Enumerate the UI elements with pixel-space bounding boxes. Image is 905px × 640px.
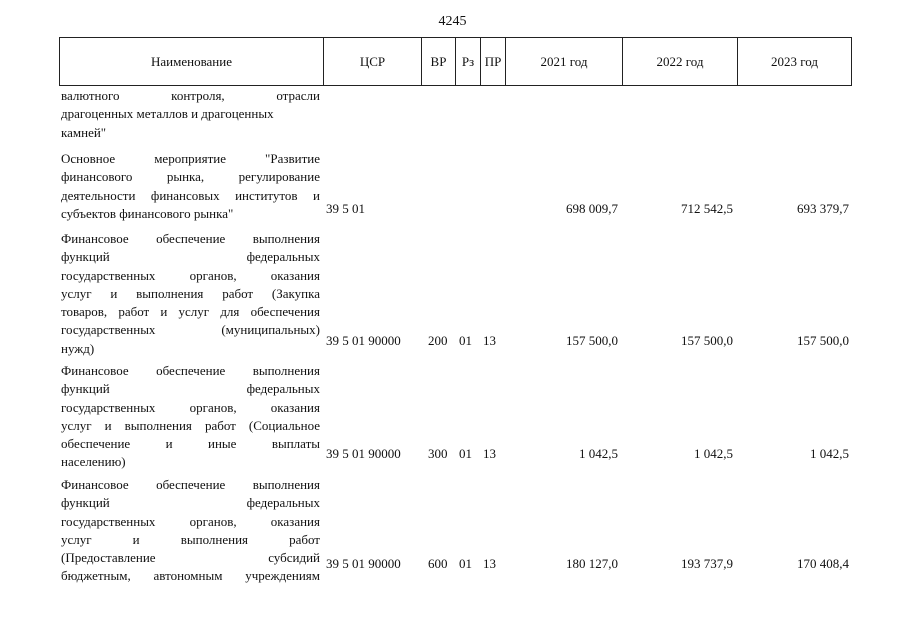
name-line: государственных органов, оказания: [61, 267, 320, 283]
rz-cell: 01: [459, 333, 472, 348]
value-2022: 1 042,5: [694, 446, 733, 461]
name-line: (Предоставление субсидий: [61, 550, 320, 566]
name-line: функций федеральных: [61, 249, 320, 265]
name-line: Финансовое обеспечение выполнения: [61, 231, 320, 246]
value-2023: 1 042,5: [810, 446, 849, 461]
vr-cell: 600: [428, 556, 448, 571]
name-line: Финансовое обеспечение выполнения: [61, 477, 320, 492]
pr-cell: 13: [483, 446, 496, 461]
table-row: [61, 476, 320, 586]
table-header: [59, 37, 852, 86]
name-line: услуг и выполнения работ (Закупка: [61, 285, 320, 301]
rz-cell: 01: [459, 446, 472, 461]
header-vr: ВР: [421, 37, 455, 86]
name-line: населению): [61, 454, 126, 470]
table-row: [61, 362, 320, 472]
name-line: государственных органов, оказания: [61, 399, 320, 415]
header-pr: ПР: [480, 37, 505, 86]
name-line: товаров, работ и услуг для обеспечения: [61, 304, 320, 320]
name-line: валютного контроля, отрасли: [61, 88, 320, 103]
header-rz: Рз: [455, 37, 480, 86]
value-2023: 157 500,0: [797, 333, 849, 348]
name-line: государственных органов, оказания: [61, 513, 320, 529]
name-line: финансового рынка, регулирование: [61, 169, 320, 185]
value-2021: 180 127,0: [566, 556, 618, 571]
header-name: Наименование: [59, 37, 323, 86]
name-line: Финансовое обеспечение выполнения: [61, 363, 320, 378]
vr-cell: 200: [428, 333, 448, 348]
header-csr: ЦСР: [323, 37, 421, 86]
name-line: функций федеральных: [61, 495, 320, 511]
table-row: [61, 150, 320, 223]
name-line: нужд): [61, 340, 95, 356]
value-2021: 157 500,0: [566, 333, 618, 348]
name-line: обеспечение и иные выплаты: [61, 436, 320, 452]
row-name: [61, 150, 320, 223]
name-line: камней": [61, 124, 107, 140]
value-2023: 693 379,7: [797, 201, 849, 216]
value-2023: 170 408,4: [797, 556, 849, 571]
row-name: [61, 87, 320, 142]
row-name: [61, 476, 320, 586]
name-line: субъектов финансового рынка": [61, 205, 234, 221]
header-2023: 2023 год: [737, 37, 852, 86]
pr-cell: 13: [483, 333, 496, 348]
csr-cell: 39 5 01 90000: [326, 446, 401, 461]
name-line: деятельности финансовых институтов и: [61, 187, 320, 203]
value-2021: 1 042,5: [579, 446, 618, 461]
value-2021: 698 009,7: [566, 201, 618, 216]
page-number: 4245: [438, 14, 467, 29]
value-2022: 193 737,9: [681, 556, 733, 571]
vr-cell: 300: [428, 446, 448, 461]
name-line: услуг и выполнения работ: [61, 531, 320, 547]
csr-cell: 39 5 01 90000: [326, 333, 401, 348]
csr-cell: 39 5 01: [326, 201, 365, 216]
header-2022: 2022 год: [622, 37, 737, 86]
name-line: услуг и выполнения работ (Социальное: [61, 417, 320, 433]
name-line: функций федеральных: [61, 381, 320, 397]
value-2022: 712 542,5: [681, 201, 733, 216]
row-name: [61, 230, 320, 358]
value-2022: 157 500,0: [681, 333, 733, 348]
name-line: бюджетным, автономным учреждениям: [61, 568, 320, 584]
rz-cell: 01: [459, 556, 472, 571]
pr-cell: 13: [483, 556, 496, 571]
table-row: [61, 87, 320, 142]
name-line: драгоценных металлов и драгоценных: [61, 106, 274, 122]
table-row: [61, 230, 320, 358]
name-line: государственных (муниципальных): [61, 322, 320, 338]
row-name: [61, 362, 320, 472]
name-line: Основное мероприятие "Развитие: [61, 151, 320, 166]
header-2021: 2021 год: [505, 37, 622, 86]
csr-cell: 39 5 01 90000: [326, 556, 401, 571]
